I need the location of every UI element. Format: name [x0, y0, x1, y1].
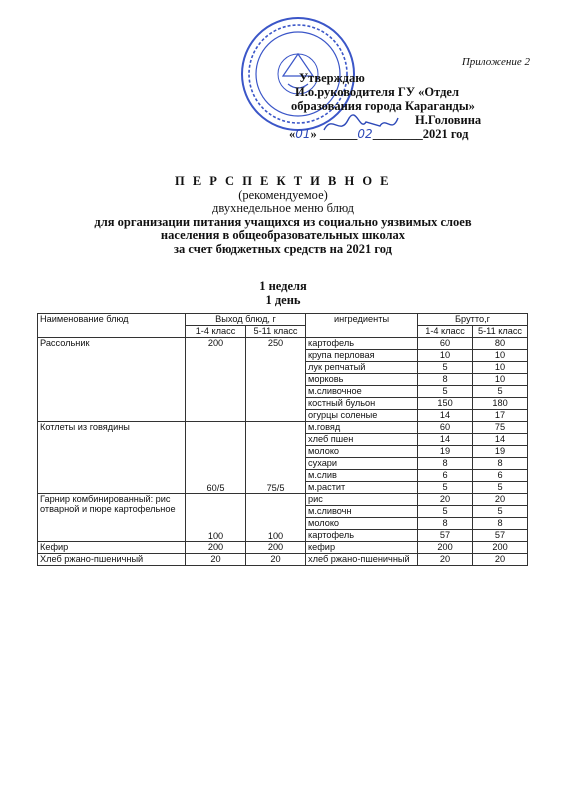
approval-line3: образования города Караганды» — [291, 99, 475, 113]
approval-date: «01» ______02________2021 год — [289, 127, 469, 141]
header-ingredients: ингредиенты — [306, 314, 418, 338]
ingredient-name: м.говяд — [306, 422, 418, 434]
approval-name: Н.Головина — [415, 113, 482, 127]
header-gross-5-11: 5-11 класс — [473, 326, 528, 338]
day-label: 1 день — [265, 292, 301, 307]
title-line5: населения в общеобразовательных школах — [160, 228, 406, 242]
approval-line1: Утверждаю — [299, 71, 365, 85]
gross-5-11: 75 — [473, 422, 528, 434]
gross-5-11: 19 — [473, 446, 528, 458]
header-dish: Наименование блюд — [38, 314, 186, 338]
dish-output-5-11: 75/5 — [246, 422, 306, 494]
date-day: 01 — [295, 127, 311, 141]
document-title — [0, 175, 566, 256]
ingredient-name: огурцы соленые — [306, 410, 418, 422]
dish-name: Кефир — [38, 542, 186, 554]
gross-1-4: 60 — [418, 422, 473, 434]
gross-1-4: 200 — [418, 542, 473, 554]
gross-1-4: 20 — [418, 554, 473, 566]
gross-1-4: 8 — [418, 374, 473, 386]
gross-5-11: 5 — [473, 386, 528, 398]
ingredient-name: костный бульон — [306, 398, 418, 410]
gross-1-4: 10 — [418, 350, 473, 362]
dish-output-5-11: 100 — [246, 494, 306, 542]
dish-output-5-11: 200 — [246, 542, 306, 554]
table-row — [38, 494, 528, 506]
gross-1-4: 20 — [418, 494, 473, 506]
gross-1-4: 14 — [418, 434, 473, 446]
ingredient-name: картофель — [306, 338, 418, 350]
header-output-1-4: 1-4 класс — [186, 326, 246, 338]
gross-5-11: 5 — [473, 482, 528, 494]
gross-1-4: 5 — [418, 362, 473, 374]
approval-line2: И.о.руководителя ГУ «Отдел — [295, 85, 459, 99]
dish-name: Гарнир комбинированный: рис отварной и пюре картофельное — [38, 494, 186, 542]
week-day-heading — [0, 280, 566, 307]
ingredient-name: м.слив — [306, 470, 418, 482]
dish-name: Рассольник — [38, 338, 186, 422]
table-row — [38, 422, 528, 434]
dish-output-1-4: 60/5 — [186, 422, 246, 494]
table-row — [38, 542, 528, 554]
gross-5-11: 17 — [473, 410, 528, 422]
gross-5-11: 8 — [473, 458, 528, 470]
gross-5-11: 6 — [473, 470, 528, 482]
ingredient-name: м.сливочное — [306, 386, 418, 398]
dish-output-5-11: 250 — [246, 338, 306, 422]
gross-5-11: 20 — [473, 494, 528, 506]
ingredient-name: лук репчатый — [306, 362, 418, 374]
dish-output-1-4: 20 — [186, 554, 246, 566]
ingredient-name: молоко — [306, 518, 418, 530]
header-gross: Брутто,г — [418, 314, 528, 326]
gross-1-4: 57 — [418, 530, 473, 542]
menu-table — [37, 313, 528, 566]
ingredient-name: молоко — [306, 446, 418, 458]
date-month: 02 — [357, 127, 373, 141]
title-line4: для организации питания учащихся из социально уязвимых слоев — [94, 214, 472, 229]
gross-1-4: 14 — [418, 410, 473, 422]
table-header-row — [38, 314, 528, 326]
gross-1-4: 60 — [418, 338, 473, 350]
ingredient-name: хлеб пшен — [306, 434, 418, 446]
table-row — [38, 554, 528, 566]
gross-1-4: 19 — [418, 446, 473, 458]
dish-output-1-4: 200 — [186, 338, 246, 422]
dish-output-5-11: 20 — [246, 554, 306, 566]
dish-output-1-4: 100 — [186, 494, 246, 542]
ingredient-name: картофель — [306, 530, 418, 542]
gross-1-4: 6 — [418, 470, 473, 482]
header-output: Выход блюд, г — [186, 314, 306, 326]
ingredient-name: хлеб ржано-пшеничный — [306, 554, 418, 566]
ingredient-name: крупа перловая — [306, 350, 418, 362]
gross-5-11: 10 — [473, 374, 528, 386]
title-line6: за счет бюджетных средств на 2021 год — [174, 241, 392, 256]
gross-5-11: 200 — [473, 542, 528, 554]
title-line1: П Е Р С П Е К Т И В Н О Е — [174, 174, 392, 188]
header-output-5-11: 5-11 класс — [246, 326, 306, 338]
gross-1-4: 8 — [418, 518, 473, 530]
gross-5-11: 14 — [473, 434, 528, 446]
gross-5-11: 57 — [473, 530, 528, 542]
dish-output-1-4: 200 — [186, 542, 246, 554]
gross-5-11: 5 — [473, 506, 528, 518]
gross-1-4: 5 — [418, 482, 473, 494]
gross-5-11: 10 — [473, 362, 528, 374]
gross-5-11: 20 — [473, 554, 528, 566]
ingredient-name: морковь — [306, 374, 418, 386]
title-line2: (рекомендуемое) — [238, 187, 328, 202]
gross-5-11: 80 — [473, 338, 528, 350]
ingredient-name: рис — [306, 494, 418, 506]
gross-1-4: 5 — [418, 386, 473, 398]
ingredient-name: сухари — [306, 458, 418, 470]
gross-1-4: 150 — [418, 398, 473, 410]
dish-name: Хлеб ржано-пшеничный — [38, 554, 186, 566]
title-line3: двухнедельное меню блюд — [212, 201, 354, 215]
gross-5-11: 8 — [473, 518, 528, 530]
gross-5-11: 10 — [473, 350, 528, 362]
date-year: 2021 год — [422, 127, 469, 141]
ingredient-name: кефир — [306, 542, 418, 554]
ingredient-name: м.растит — [306, 482, 418, 494]
gross-1-4: 5 — [418, 506, 473, 518]
header-gross-1-4: 1-4 класс — [418, 326, 473, 338]
gross-5-11: 180 — [473, 398, 528, 410]
table-row — [38, 338, 528, 350]
approval-block — [285, 71, 555, 141]
ingredient-name: м.сливочн — [306, 506, 418, 518]
week-label: 1 неделя — [259, 279, 307, 293]
dish-name: Котлеты из говядины — [38, 422, 186, 494]
gross-1-4: 8 — [418, 458, 473, 470]
annex-label: Приложение 2 — [461, 56, 530, 68]
